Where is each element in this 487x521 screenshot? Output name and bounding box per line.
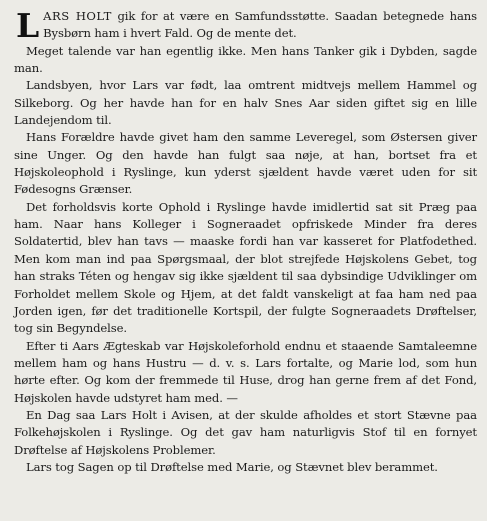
paragraph-3: Landsbyen, hvor Lars var født, laa omtrent midtvejs mellem Hammel og Silkeborg. Og her havde han for en halv Snes Aar siden giftet sig en lille Landejendom til. (14, 78, 477, 128)
paragraph-1-text: gik for at være en Samfundsstøtte. Saadan betegnede hans Bysbørn ham i hvert Fald. Og de mente det. (43, 9, 477, 41)
paragraph-5: Det forholdsvis korte Ophold i Ryslinge havde imidlertid sat sit Præg paa ham. Naar hans Kolleger i Sogneraadet opfriskede Minder fra deres Soldatertid, blev han tavs — maaske fordi han var kasseret for Platfodethed. Men kom man ind paa Spørgsmaal, der blot strejfede Højskolens Gebet, tog han straks Téten og hengav sig ikke sjældent til saa dybsindige Udviklinger om Forholdet mellem Skole og Hjem, at det faldt vanskeligt at faa ham ned paa Jorden igen, før det traditionelle Kortspil, der fulgte Sogneraadets Drøftelser, tog sin Begyndelse. (14, 199, 477, 336)
opening-name: ARS HOLT (43, 9, 112, 23)
paragraph-7: En Dag saa Lars Holt i Avisen, at der skulde afholdes et stort Stævne paa Folkehøjskolen i Ryslinge. Og det gav ham naturligvis Stof til en fornyet Drøftelse af Højskolens Problemer. (14, 407, 477, 457)
drop-cap: L (16, 6, 40, 45)
page-crop-edge (0, 515, 487, 521)
paragraph-6: Efter ti Aars Ægteskab var Højskoleforhold endnu et staaende Samtaleemne mellem ham og hans Hustru — d. v. s. Lars fortalte, og Marie lod, som hun hørte efter. Og kom der fremmede til Huse, drog han gerne frem af det Fond, Højskolen havde udstyret ham med. — (14, 338, 477, 405)
paragraph-8: Lars tog Sagen op til Drøftelse med Marie, og Stævnet blev berammet. (26, 459, 438, 474)
paragraph-4: Hans Forældre havde givet ham den samme Leveregel, som Østersen giver sine Unger. Og den havde han fulgt saa nøje, at han, bortset fra et Højskoleophold i Ryslinge, kun yderst sjældent havde været uden for sit Fødesogns Grænser. (14, 130, 477, 197)
paragraph-1 (14, 8, 477, 43)
paragraph-2: Meget talende var han egentlig ikke. Men hans Tanker gik i Dybden, sagde man. (14, 43, 477, 76)
body-text (14, 8, 477, 476)
